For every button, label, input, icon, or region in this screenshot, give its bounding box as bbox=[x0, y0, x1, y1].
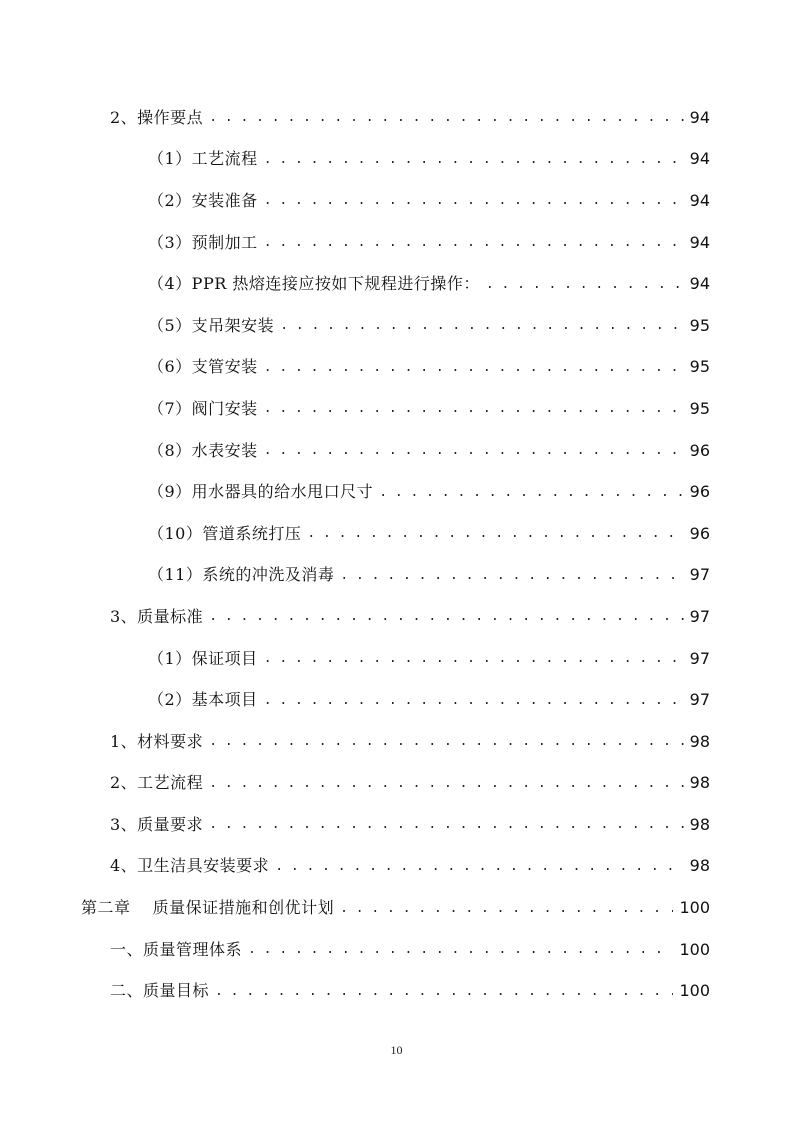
toc-dot-leader bbox=[340, 902, 673, 915]
toc-entry-title: （7）阀门安装 bbox=[148, 398, 258, 418]
page-number: 10 bbox=[390, 1043, 403, 1057]
toc-dot-leader bbox=[264, 652, 684, 665]
toc-dot-leader bbox=[248, 943, 673, 956]
toc-entry-title: （6）支管安装 bbox=[148, 357, 258, 377]
toc-entry-title: （1）工艺流程 bbox=[148, 149, 258, 169]
toc-entry[interactable] bbox=[0, 388, 793, 430]
toc-entry-title: 二、质量目标 bbox=[110, 981, 210, 1001]
toc-dot-leader bbox=[264, 402, 684, 415]
toc-entry-title: （1）保证项目 bbox=[148, 648, 258, 668]
toc-entry-page: 94 bbox=[689, 107, 710, 127]
toc-entry[interactable] bbox=[0, 638, 793, 680]
toc-dot-leader bbox=[280, 319, 683, 332]
toc-entry-title: （9）用水器具的给水甩口尺寸 bbox=[148, 482, 374, 502]
toc-entry[interactable] bbox=[0, 763, 793, 805]
toc-entry-page: 100 bbox=[679, 898, 710, 918]
toc-entry-page: 96 bbox=[689, 440, 710, 460]
toc-entry[interactable] bbox=[0, 471, 793, 513]
toc-entry-page: 96 bbox=[689, 523, 710, 543]
toc-entry-page: 95 bbox=[689, 398, 710, 418]
toc-entry-page: 96 bbox=[689, 482, 710, 502]
toc-dot-leader bbox=[209, 111, 683, 124]
toc-entry-page: 94 bbox=[689, 149, 710, 169]
toc-entry[interactable] bbox=[0, 430, 793, 472]
toc-entry[interactable] bbox=[0, 139, 793, 181]
toc-dot-leader bbox=[215, 985, 673, 998]
toc-entry-title: （10）管道系统打压 bbox=[148, 523, 302, 543]
toc-entry[interactable] bbox=[0, 596, 793, 638]
toc-entry-title: 4、卫生洁具安装要求 bbox=[110, 856, 270, 876]
table-of-contents bbox=[0, 97, 793, 1012]
toc-entry-title: （8）水表安装 bbox=[148, 440, 258, 460]
toc-entry-page: 97 bbox=[689, 565, 710, 585]
toc-entry-page: 97 bbox=[689, 690, 710, 710]
toc-entry[interactable] bbox=[0, 513, 793, 555]
toc-entry[interactable] bbox=[0, 347, 793, 389]
toc-entry-page: 100 bbox=[679, 981, 710, 1001]
toc-entry-page: 94 bbox=[689, 232, 710, 252]
toc-entry-page: 97 bbox=[689, 648, 710, 668]
toc-dot-leader bbox=[307, 527, 683, 540]
toc-dot-leader bbox=[264, 194, 684, 207]
toc-entry[interactable] bbox=[0, 929, 793, 971]
toc-entry[interactable] bbox=[0, 887, 793, 929]
toc-entry-page: 98 bbox=[689, 856, 710, 876]
toc-dot-leader bbox=[486, 278, 684, 291]
toc-dot-leader bbox=[275, 860, 683, 873]
toc-dot-leader bbox=[264, 444, 684, 457]
toc-entry[interactable] bbox=[0, 97, 793, 139]
toc-entry-page: 98 bbox=[689, 731, 710, 751]
toc-entry[interactable] bbox=[0, 180, 793, 222]
toc-entry-page: 95 bbox=[689, 315, 710, 335]
toc-entry-title: （2）基本项目 bbox=[148, 690, 258, 710]
toc-entry[interactable] bbox=[0, 555, 793, 597]
toc-entry[interactable] bbox=[0, 222, 793, 264]
toc-entry-title: （2）安装准备 bbox=[148, 190, 258, 210]
toc-entry-page: 95 bbox=[689, 357, 710, 377]
toc-entry[interactable] bbox=[0, 679, 793, 721]
toc-entry-title: 1、材料要求 bbox=[110, 731, 204, 751]
toc-dot-leader bbox=[209, 818, 683, 831]
toc-entry[interactable] bbox=[0, 263, 793, 305]
toc-dot-leader bbox=[209, 610, 683, 623]
toc-entry-title: （4）PPR 热熔连接应按如下规程进行操作： bbox=[148, 274, 480, 294]
toc-dot-leader bbox=[264, 361, 684, 374]
toc-entry-page: 98 bbox=[689, 814, 710, 834]
toc-entry-title: 第二章 质量保证措施和创优计划 bbox=[81, 898, 335, 918]
toc-dot-leader bbox=[264, 694, 684, 707]
toc-dot-leader bbox=[264, 153, 684, 166]
toc-dot-leader bbox=[379, 486, 683, 499]
toc-entry-title: 一、质量管理体系 bbox=[110, 939, 243, 959]
toc-entry-title: （11）系统的冲洗及消毒 bbox=[148, 565, 335, 585]
toc-entry-page: 94 bbox=[689, 274, 710, 294]
toc-entry-title: 2、工艺流程 bbox=[110, 773, 204, 793]
toc-entry-title: （5）支吊架安装 bbox=[148, 315, 275, 335]
toc-entry[interactable] bbox=[0, 305, 793, 347]
toc-entry[interactable] bbox=[0, 804, 793, 846]
toc-entry-title: 2、操作要点 bbox=[110, 107, 204, 127]
toc-entry[interactable] bbox=[0, 970, 793, 1012]
toc-entry[interactable] bbox=[0, 721, 793, 763]
toc-entry-title: 3、质量要求 bbox=[110, 814, 204, 834]
toc-entry-page: 94 bbox=[689, 190, 710, 210]
toc-entry-page: 98 bbox=[689, 773, 710, 793]
toc-dot-leader bbox=[209, 735, 683, 748]
toc-entry-title: （3）预制加工 bbox=[148, 232, 258, 252]
toc-dot-leader bbox=[340, 569, 683, 582]
toc-entry-page: 100 bbox=[679, 939, 710, 959]
toc-entry-title: 3、质量标准 bbox=[110, 606, 204, 626]
toc-dot-leader bbox=[209, 777, 683, 790]
toc-entry-page: 97 bbox=[689, 606, 710, 626]
toc-dot-leader bbox=[264, 236, 684, 249]
toc-entry[interactable] bbox=[0, 846, 793, 888]
